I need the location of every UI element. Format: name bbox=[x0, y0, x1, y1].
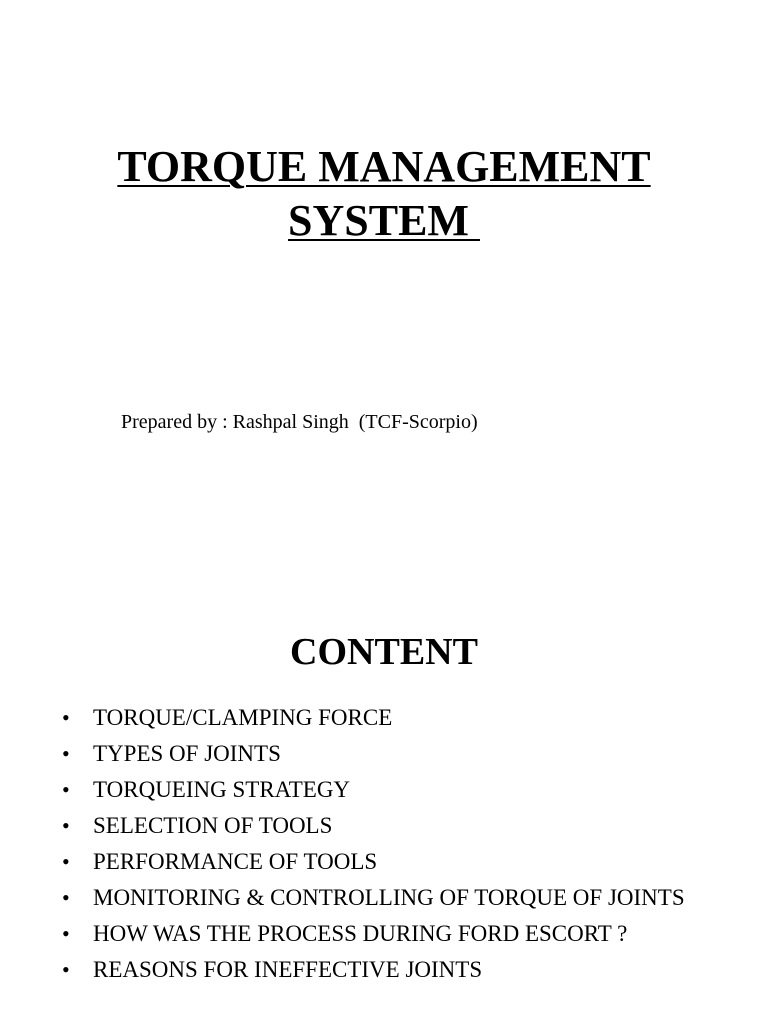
bullet-icon: • bbox=[62, 849, 70, 874]
list-item bbox=[62, 775, 702, 804]
list-item bbox=[62, 703, 702, 732]
bullet-icon: • bbox=[62, 957, 70, 982]
slide-title bbox=[0, 140, 768, 248]
bullet-icon: • bbox=[62, 921, 70, 946]
list-item-text: SELECTION OF TOOLS bbox=[93, 813, 333, 838]
list-item-text: PERFORMANCE OF TOOLS bbox=[93, 849, 378, 874]
bullet-icon: • bbox=[62, 741, 70, 766]
list-item bbox=[62, 811, 702, 840]
bullet-icon: • bbox=[62, 777, 70, 802]
content-heading: CONTENT bbox=[290, 631, 478, 673]
slide-title-line-2: SYSTEM bbox=[288, 196, 480, 245]
bullet-icon: • bbox=[62, 885, 70, 910]
bullet-icon: • bbox=[62, 813, 70, 838]
content-slide bbox=[0, 560, 768, 1024]
list-item bbox=[62, 955, 702, 984]
list-item-text: TORQUEING STRATEGY bbox=[93, 777, 351, 802]
list-item-text: TYPES OF JOINTS bbox=[93, 741, 281, 766]
list-item-text: HOW WAS THE PROCESS DURING FORD ESCORT ? bbox=[93, 921, 628, 946]
list-item bbox=[62, 883, 702, 912]
list-item-text: MONITORING & CONTROLLING OF TORQUE OF JOINTS bbox=[93, 885, 685, 910]
content-bullet-list bbox=[62, 703, 702, 991]
bullet-icon: • bbox=[62, 705, 70, 730]
prepared-by-text: Prepared by : Rashpal Singh (TCF-Scorpio) bbox=[121, 411, 478, 433]
list-item-text: REASONS FOR INEFFECTIVE JOINTS bbox=[93, 957, 483, 982]
list-item bbox=[62, 847, 702, 876]
list-item bbox=[62, 919, 702, 948]
list-item-text: TORQUE/CLAMPING FORCE bbox=[93, 705, 393, 730]
list-item bbox=[62, 739, 702, 768]
slide-title-line-1: TORQUE MANAGEMENT bbox=[117, 142, 651, 191]
